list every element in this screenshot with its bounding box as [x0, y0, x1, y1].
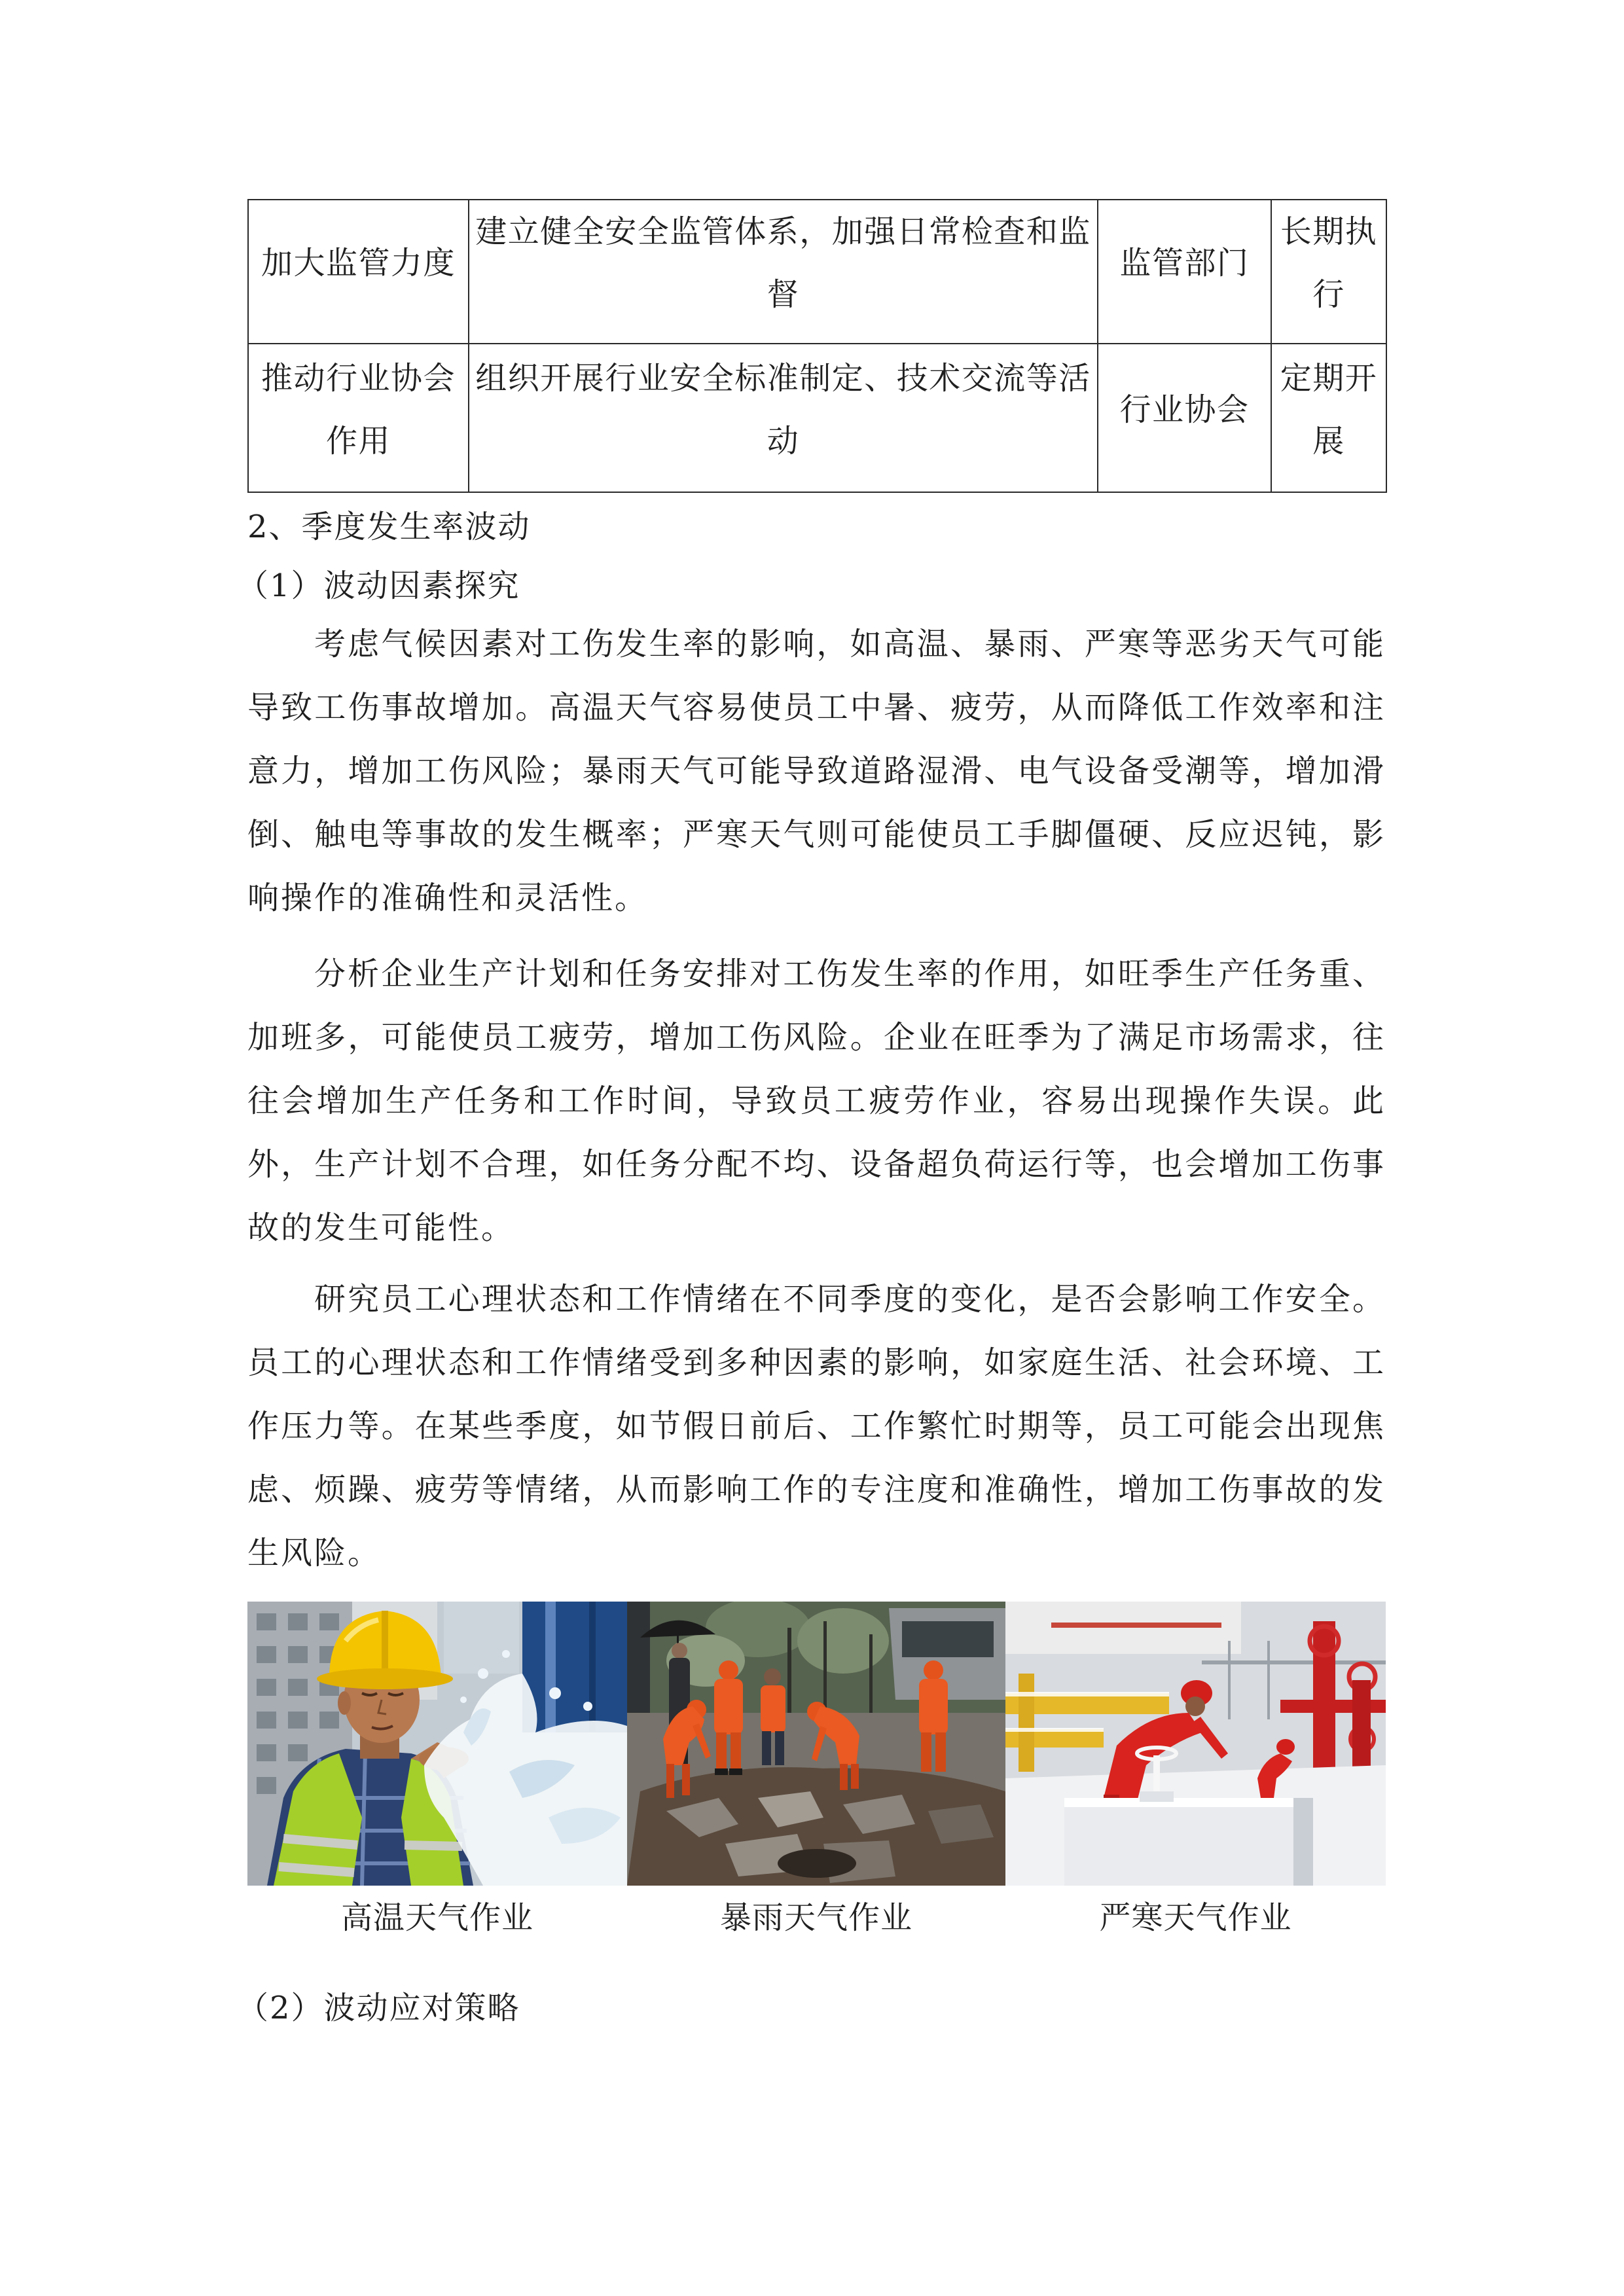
worker-orange-bending-part: [666, 1764, 674, 1798]
yellow-pipes-part: [1005, 1728, 1104, 1732]
worker-orange-standing-2-part: [935, 1732, 946, 1772]
blue-structure-part: [589, 1602, 596, 1732]
apartment-building-part-part: [257, 1744, 276, 1761]
caption-rainstorm: 暴雨天气作业: [719, 1899, 912, 1936]
worker-orange-standing-1-part: [716, 1732, 727, 1772]
snow-covered-pipe: [1064, 1798, 1313, 1886]
apartment-building-part-part: [288, 1744, 308, 1761]
responsible-cell: 监管部门: [1098, 200, 1271, 344]
snow-covered-pipe-part: [1293, 1798, 1313, 1886]
yellow-pipes-part: [1005, 1692, 1169, 1696]
worker-orange-standing-1-part: [715, 1768, 728, 1775]
worker-orange-standing-2-part: [919, 1679, 948, 1734]
content-cell: 建立健全安全监管体系，加强日常检查和监督: [469, 200, 1098, 344]
severe-cold-illustration: [1005, 1602, 1386, 1886]
worker-orange-standing-1-part: [714, 1679, 743, 1734]
apartment-building-part-part: [257, 1712, 276, 1729]
distant-pipes-part: [1228, 1641, 1231, 1719]
section-heading: 2、季度发生率波动: [247, 509, 531, 545]
water-splash-part: [478, 1668, 488, 1679]
warehouse-building-part: [1051, 1623, 1221, 1628]
trees-part: [869, 1634, 873, 1726]
paragraph-production-plan: 分析企业生产计划和任务安排对工伤发生率的作用，如旺季生产任务重、加班多，可能使员工疲劳，增加工伤风险。企业在旺季为了满足市场需求，往往会增加生产任务和工作时间，导致员工疲劳作业，容易出现操作失误。此外，生产计划不合理，如任务分配不均、设备超负荷运行等，也会增加工伤事故的发生可能性。: [247, 956, 1386, 1246]
subsection-title-1: （1）波动因素探究: [237, 567, 520, 604]
photo-captions: [247, 1886, 1386, 1950]
worker-orange-standing-1-part: [729, 1768, 742, 1775]
blue-structure-part: [522, 1602, 627, 1732]
photo-rainstorm-work: [627, 1602, 1005, 1886]
water-splash-part: [549, 1687, 561, 1699]
apartment-building-part-part: [288, 1613, 308, 1630]
apartment-building-part-part: [257, 1777, 276, 1794]
measures-table: [247, 199, 1387, 493]
worker-orange-bending-part: [682, 1764, 690, 1795]
worker-orange-standing-1-part: [731, 1732, 741, 1772]
caption-hot-weather: 高温天气作业: [340, 1899, 533, 1936]
road-pit-part: [778, 1849, 856, 1878]
worker-with-umbrella-part: [672, 1643, 687, 1659]
paragraph-climate: 考虑气候因素对工伤发生率的影响，如高温、暴雨、严寒等恶劣天气可能导致工伤事故增加。高温天气容易使员工中暑、疲劳，从而降低工作效率和注意力，增加工伤风险；暴雨天气可能导致道路湿滑、电气设备受潮等，增加滑倒、触电等事故的发生概率；严寒天气则可能使员工手脚僵硬、反应迟钝，影响操作的准确性和灵活性。: [247, 626, 1386, 916]
yellow-pipes-part: [1019, 1674, 1034, 1772]
apartment-building-part-part: [319, 1613, 339, 1630]
caption-severe-cold: 严寒天气作业: [1099, 1899, 1292, 1936]
valve-handwheel-part: [1140, 1791, 1174, 1802]
worker-part: [338, 1691, 351, 1715]
worker-orange-standing-2-part: [921, 1732, 931, 1772]
apartment-building-part-part: [257, 1613, 276, 1630]
worker-dark-standing-part: [764, 1668, 781, 1685]
warehouse-building: [1005, 1602, 1241, 1654]
paragraph-psychology: 研究员工心理状态和工作情绪在不同季度的变化，是否会影响工作安全。员工的心理状态和工作情绪受到多种因素的影响，如家庭生活、社会环境、工作压力等。在某些季度，如节假日前后、工作繁忙时期等，员工可能会出现焦虑、烦躁、疲劳等情绪，从而影响工作的专注度和准确性，增加工伤事故的发生风险。: [247, 1281, 1386, 1571]
content-cell: 组织开展行业安全标准制定、技术交流等活动: [469, 344, 1098, 492]
snow-covered-pipe-part: [1064, 1798, 1313, 1886]
photo-hot-weather-work: [247, 1602, 627, 1886]
measure-cell: 推动行业协会作用: [248, 344, 469, 492]
worker-dark-standing-part: [775, 1731, 784, 1765]
apartment-building-part-part: [319, 1712, 339, 1729]
rainstorm-illustration: [627, 1602, 1005, 1886]
schedule-cell: 长期执行: [1271, 200, 1386, 344]
responsible-cell: 行业协会: [1098, 344, 1271, 492]
worker-orange-bending-2-part: [851, 1764, 859, 1789]
snow-covered-pipe-part: [1064, 1798, 1313, 1807]
apartment-building-part-part: [288, 1646, 308, 1663]
weather-photo-strip: [247, 1602, 1386, 1886]
worker-in-red-2-part: [1276, 1739, 1295, 1755]
apartment-building-part-part: [257, 1646, 276, 1663]
apartment-building-part-part: [288, 1712, 308, 1729]
trees-part: [787, 1628, 791, 1726]
trees-part: [797, 1608, 889, 1674]
worker-dark-standing-part: [762, 1731, 771, 1765]
red-valve-manifold-part: [1352, 1680, 1371, 1772]
worker-orange-standing-1-part: [719, 1660, 738, 1680]
schedule-cell: 定期开展: [1271, 344, 1386, 492]
water-splash-part: [502, 1650, 510, 1658]
subsection-title-2: （2）波动应对策略: [237, 1990, 520, 2026]
water-splash-part: [460, 1696, 467, 1703]
worker-orange-standing-2-part: [924, 1660, 943, 1680]
parked-van-part: [902, 1621, 994, 1657]
apartment-building-part-part: [288, 1679, 308, 1696]
hard-hat-part: [317, 1668, 453, 1689]
blue-structure-part: [545, 1602, 556, 1732]
worker-orange-bending-2-part: [840, 1764, 848, 1790]
water-splash-part: [583, 1702, 592, 1711]
photo-severe-cold-work: [1005, 1602, 1386, 1886]
distant-pipes-part: [1267, 1641, 1270, 1719]
table-row: [248, 200, 1386, 344]
blue-structure: [522, 1602, 627, 1732]
apartment-building-part-part: [257, 1679, 276, 1696]
hot-weather-illustration: [247, 1602, 627, 1886]
background-building-part: [444, 1602, 519, 1674]
table-row: [248, 344, 1386, 492]
measure-cell: 加大监管力度: [248, 200, 469, 344]
worker-dark-standing-part: [761, 1685, 785, 1732]
